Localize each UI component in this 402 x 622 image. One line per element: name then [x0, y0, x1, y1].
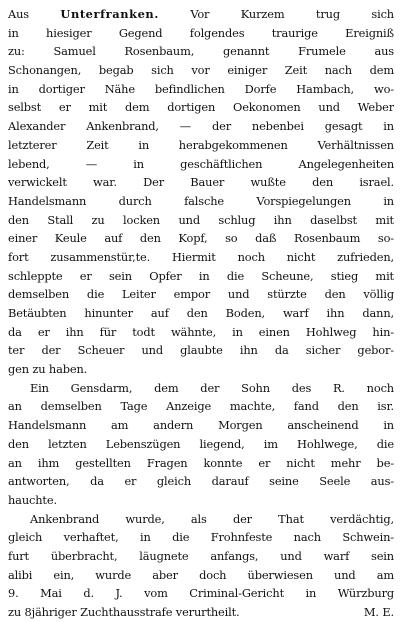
article-line-7: Alexander Ankenbrand, — der nebenbei gesagt in	[8, 119, 394, 134]
article-line-13: einer Keule auf den Kopf, so daß Rosenbaum so-	[8, 231, 394, 246]
place-prefix: Aus	[8, 7, 61, 21]
article-line-11: Handelsmann durch falsche Vorspiegelungen in	[8, 193, 394, 208]
article-line-3: zu: Samuel Rosenbaum, genannt Frumele aus	[8, 44, 394, 59]
author-signature: M. E.	[363, 605, 394, 619]
article-line-30: furt überbracht, läugnete anfangs, und warf sein	[8, 548, 394, 563]
article-line-27: hauchte.	[8, 492, 57, 507]
article-line-21: Ein Gensdarm, dem der Sohn des R. noch	[30, 380, 394, 395]
article-line-1-text: Vor Kurzem trug sich	[158, 7, 394, 21]
article-line-31: alibi ein, wurde aber doch überwiesen und am	[8, 567, 394, 582]
article-line-2: in hiesiger Gegend folgendes traurige Ereigniß	[8, 25, 394, 40]
article-line-9: lebend, — in geschäftlichen Angelegenheiten	[8, 156, 394, 171]
article-line-33-text: zu 8jähriger Zuchthausstrafe verurtheilt.	[8, 605, 240, 619]
article-line-20: gen zu haben.	[8, 362, 88, 377]
article-line-24: den letzten Lebenszügen liegend, im Hohlwege, die	[8, 436, 394, 451]
article-line-28: Ankenbrand wurde, als der That verdächtig,	[30, 511, 394, 526]
article-line-19: ter der Scheuer und glaubte ihn da sicher gebor-	[8, 343, 394, 358]
article-line-17: Betäubten hinunter auf den Boden, warf ihn dann,	[8, 306, 394, 320]
article-line-8: letzterer Zeit in herabgekommenen Verhältnissen	[8, 137, 394, 152]
article-line-32: 9. Mai d. J. vom Criminal-Gericht in Würzburg	[8, 586, 394, 601]
article-line-5: in dortiger Nähe befindlichen Dorfe Hambach, wo-	[8, 81, 394, 96]
article-line-26: antworten, da er gleich darauf seine Seele aus-	[8, 474, 394, 489]
article-line-29: gleich verhaftet, in die Frohnfeste nach Schwein-	[8, 530, 394, 545]
article-line-10: verwickelt war. Der Bauer wußte den israel.	[8, 175, 394, 190]
article-line-14: fort zusammenstür,te. Hiermit noch nicht zufrieden,	[8, 249, 394, 264]
article-line-4: Schonangen, begab sich vor einiger Zeit nach dem	[8, 63, 394, 78]
article-line-22: an demselben Tage Anzeige machte, fand den isr.	[8, 399, 394, 414]
article-line-6: selbst er mit dem dortigen Oekonomen und Weber	[8, 100, 394, 115]
article-line-16: demselben die Leiter empor und stürzte den völlig	[8, 287, 394, 302]
article-line-23: Handelsmann am andern Morgen anscheinend in	[8, 418, 394, 433]
article-line-18: da er ihn für todt wähnte, in einen Hohlweg hin-	[8, 324, 394, 339]
article-line-1	[8, 5, 394, 24]
article-line-15: schleppte er sein Opfer in die Scheune, stieg mit	[8, 268, 394, 283]
article-line-25: an ihm gestellten Fragen konnte er nicht mehr be-	[8, 455, 394, 470]
article-line-12: den Stall zu locken und schlug ihn daselbst mit	[8, 212, 394, 227]
article-heading: Unterfranken.	[60, 7, 159, 21]
article-line-33	[8, 603, 394, 622]
